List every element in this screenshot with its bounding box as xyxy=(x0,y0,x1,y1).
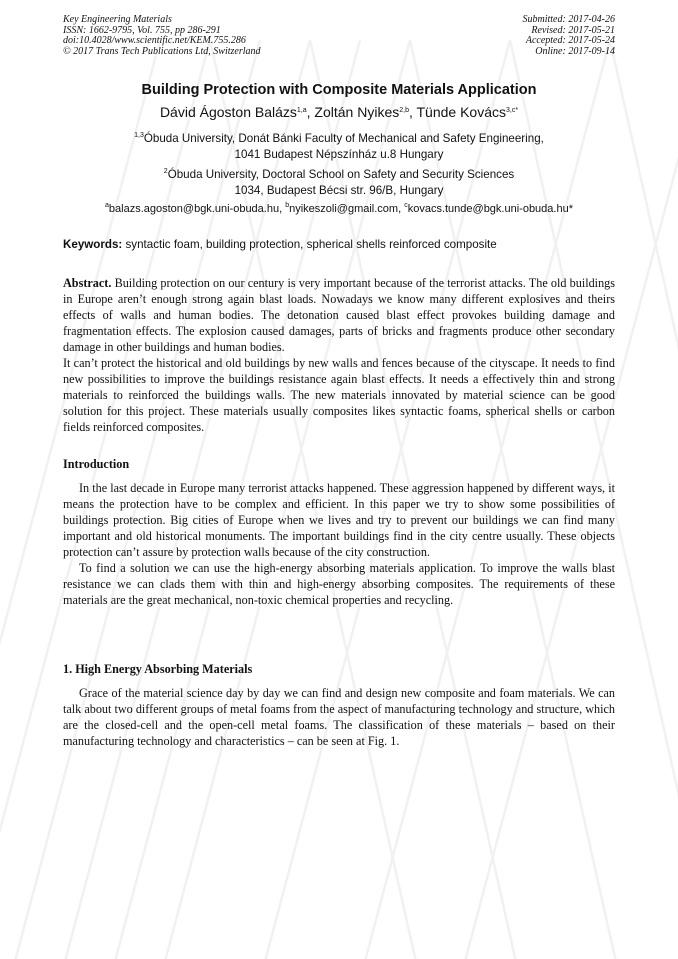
abstract-paragraph-1: Building protection on our century is very important because of the terrorist attacks. The old buildings in Europe aren’t enough strong again blast loads. Nowadays we know many different explosives and theirs effects of walls and human bodies. The detonation caused blast effect provokes building damage and fragmentation effects. The explosion caused damages, parts of bricks and fragments produce other secondary damage in other buildings and human bodies. xyxy=(63,276,615,354)
affiliation-2 xyxy=(0,167,678,199)
affiliation-2-line-1: Óbuda University, Doctoral School on Safety and Security Sciences xyxy=(167,168,515,181)
keywords-text: syntactic foam, building protection, spherical shells reinforced composite xyxy=(122,238,497,251)
author-sep-2: , xyxy=(408,104,417,120)
revised-date: Revised: 2017-05-21 xyxy=(531,24,615,36)
online-date: Online: 2017-09-14 xyxy=(535,45,615,57)
introduction-paragraph-2: To find a solution we can use the high-energy absorbing materials application. To improve the walls blast resistance we can clads them with thin and high-energy absorbing composites. The requirements of these materials are the great mechanical, non-toxic chemical properties and recycling. xyxy=(63,561,615,607)
affiliation-2-line-2: 1034, Budapest Bécsi str. 96/B, Hungary xyxy=(234,184,444,197)
paper-title: Building Protection with Composite Materials Application xyxy=(141,82,537,98)
affiliation-1-sup: 1,3 xyxy=(134,132,144,139)
abstract xyxy=(63,275,615,435)
email-1-sup: a xyxy=(105,202,109,209)
accepted-date: Accepted: 2017-05-24 xyxy=(525,35,615,46)
abstract-label: Abstract. xyxy=(63,276,112,290)
section-1-heading: 1. High Energy Absorbing Materials xyxy=(63,662,253,676)
keywords-label: Keywords: xyxy=(63,238,123,251)
email-2: nyikeszoli@gmail.com, xyxy=(289,203,405,215)
introduction-body xyxy=(63,480,615,608)
author-2: Zoltán Nyikes xyxy=(314,104,400,120)
email-3-sup: c xyxy=(404,202,408,209)
journal-name: Key Engineering Materials xyxy=(63,14,172,25)
copyright: © 2017 Trans Tech Publications Ltd, Switzerland xyxy=(63,45,261,57)
issn: ISSN: 1662-9795, Vol. 755, pp 286-291 xyxy=(63,24,221,36)
email-3: kovacs.tunde@bgk.uni-obuda.hu* xyxy=(407,203,573,215)
author-sep-1: , xyxy=(306,104,315,120)
affiliation-1 xyxy=(0,131,678,163)
author-3-sup: 3,c* xyxy=(506,107,519,114)
keywords xyxy=(63,238,623,251)
section-1-body xyxy=(63,685,615,749)
affiliation-1-line-2: 1041 Budapest Népszínház u.8 Hungary xyxy=(234,148,444,161)
author-list xyxy=(0,104,678,120)
email-1: balazs.agoston@bgk.uni-obuda.hu, xyxy=(108,203,286,215)
author-3: Tünde Kovács xyxy=(416,104,506,120)
affiliation-1-line-1: Óbuda University, Donát Bánki Faculty of Mechanical and Safety Engineering, xyxy=(143,132,544,145)
author-2-sup: 2,b xyxy=(399,107,409,114)
introduction-paragraph-1: In the last decade in Europe many terrorist attacks happened. These aggression happened by different ways, it means the protection have to be complex and efficient. In this paper we try to show some possibilities of buildings protection. Big cities of Europe when we lives and try to prevent our buildings we can find many important and old historical monuments. The important buildings find in the city centre usually. These objects protection can’t assure by protection walls because of the city construction. xyxy=(63,481,615,559)
introduction-heading: Introduction xyxy=(63,457,130,471)
email-2-sup: b xyxy=(285,202,290,209)
doi: doi:10.4028/www.scientific.net/KEM.755.286 xyxy=(63,35,246,46)
submitted-date: Submitted: 2017-04-26 xyxy=(522,14,615,25)
section-1-paragraph-1: Grace of the material science day by day we can find and design new composite and foam materials. We can talk about two different groups of metal foams from the aspect of manufacturing technology and structure, which are the closed-cell and the open-cell metal foams. The classification of these materials – based on their manufacturing technology and characteristics – can be seen at Fig. 1. xyxy=(63,686,615,748)
author-1-sup: 1,a xyxy=(296,107,307,114)
affiliation-2-sup: 2 xyxy=(163,168,168,175)
author-1: Dávid Ágoston Balázs xyxy=(159,104,297,120)
author-emails xyxy=(0,203,678,215)
abstract-paragraph-2: It can’t protect the historical and old buildings by new walls and fences because of the cityscape. It needs to find new possibilities to improve the buildings resistance again blast effects. It needs a effectively thin and strong materials to reinforced the buildings walls. The new materials innovated by material science can be good solution for this project. These materials usually composites likes syntactic foams, spherical shells or carbon fields reinforced composites. xyxy=(63,356,615,434)
